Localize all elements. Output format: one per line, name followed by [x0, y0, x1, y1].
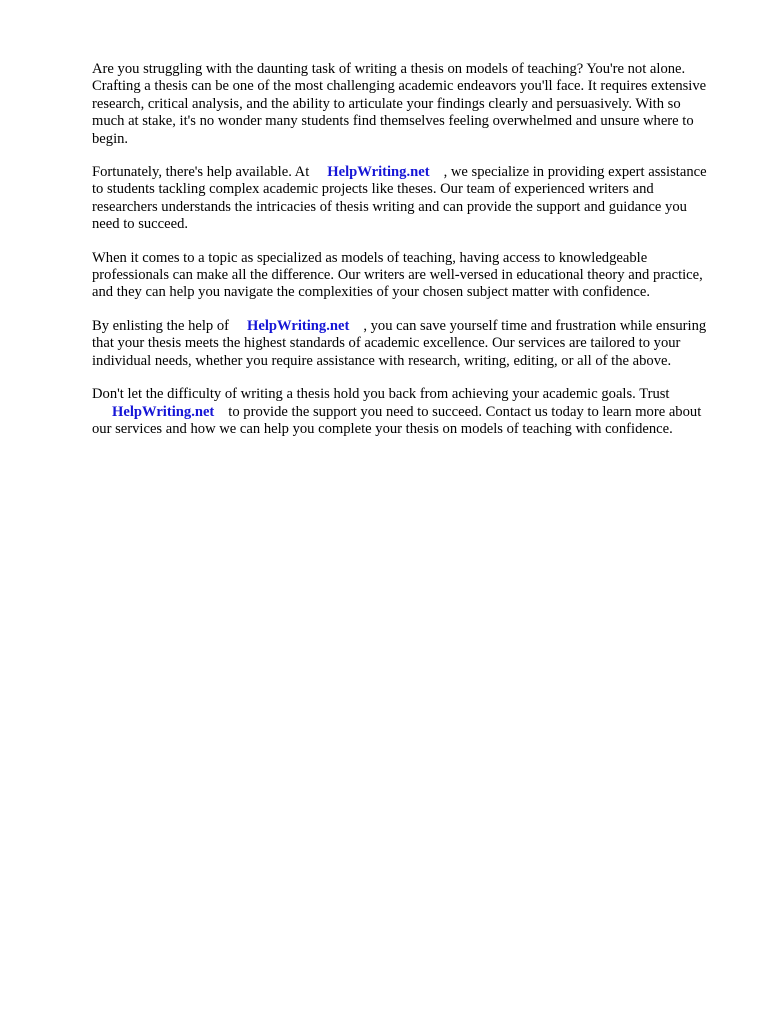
- paragraph-call-to-action: [92, 386, 716, 438]
- paragraph-specialized-topic: [92, 250, 716, 302]
- paragraph-call-to-action-before: Don't let the difficulty of writing a thesis hold you back from achieving your academic goals. Trust: [92, 386, 670, 403]
- paragraph-enlisting-help-after: , you can save yourself time and frustration while ensuring that your thesis meets the highest standards of academic excellence. Our services are tailored to your individual needs, whether you require assistance with research, writing, editing, or all of the above.: [92, 317, 707, 369]
- helpwriting-link-3[interactable]: HelpWriting.net: [112, 403, 215, 420]
- paragraph-enlisting-help: [92, 318, 716, 370]
- paragraph-call-to-action-after: to provide the support you need to succeed. Contact us today to learn more about our services and how we can help you complete your thesis on models of teaching with confidence.: [92, 403, 702, 437]
- paragraph-help-available-before: Fortunately, there's help available. At: [92, 164, 310, 181]
- paragraph-specialized-topic-text: When it comes to a topic as specialized as models of teaching, having access to knowledgeable professionals can make all the difference. Our writers are well-versed in educational theory and practice, and they can help you navigate the complexities of your chosen subject matter with confidence.: [92, 249, 703, 301]
- document-page: [92, 61, 716, 454]
- helpwriting-link-2[interactable]: HelpWriting.net: [247, 317, 350, 334]
- paragraph-help-available: [92, 164, 716, 234]
- paragraph-help-available-after: , we specialize in providing expert assistance to students tackling complex academic projects like theses. Our team of experienced writers and researchers understands the intricacies of thesis writing and can provide the support and guidance you need to succeed.: [92, 164, 707, 233]
- helpwriting-link-1[interactable]: HelpWriting.net: [327, 164, 430, 181]
- paragraph-intro: [92, 61, 716, 148]
- paragraph-intro-text: Are you struggling with the daunting task of writing a thesis on models of teaching? You're not alone. Crafting a thesis can be one of the most challenging academic endeavors you'll face. It requires extensive research, critical analysis, and the ability to articulate your findings clearly and persuasively. With so much at stake, it's no wonder many students find themselves feeling overwhelmed and unsure where to begin.: [92, 61, 707, 147]
- paragraph-enlisting-help-before: By enlisting the help of: [92, 317, 230, 334]
